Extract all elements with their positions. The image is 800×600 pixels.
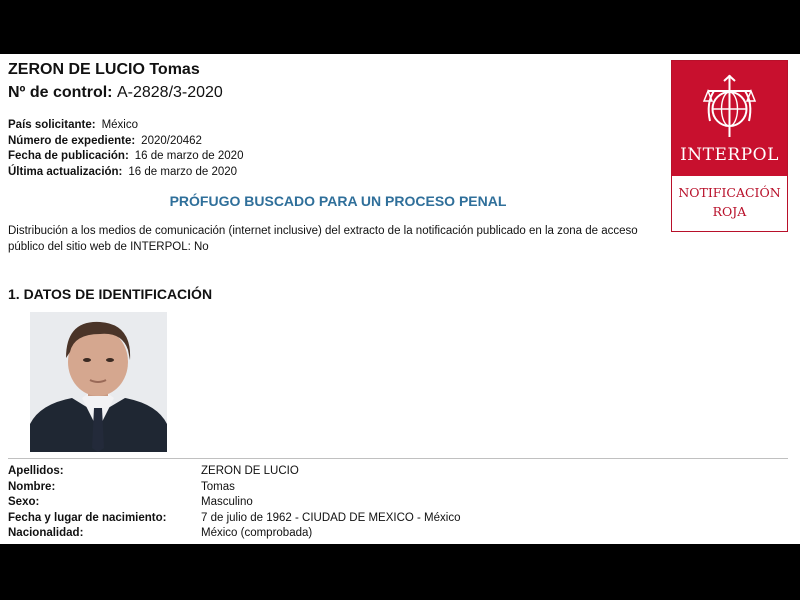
notice-metadata	[8, 118, 243, 180]
distribution-note: Distribución a los medios de comunicación (internet inclusive) del extracto de la notificación publicado en la zona de acceso público del sitio web de INTERPOL: No	[8, 225, 638, 253]
id-value: Masculino	[201, 496, 253, 508]
meta-value: 16 de marzo de 2020	[128, 165, 238, 178]
id-value: 7 de julio de 1962 - CIUDAD DE MEXICO - México	[201, 511, 461, 524]
id-row-nationality	[8, 526, 460, 542]
meta-label: País solicitante:	[8, 119, 96, 131]
id-label: Nacionalidad:	[8, 527, 84, 539]
id-label: Sexo:	[8, 496, 40, 508]
id-value: Tomas	[201, 480, 235, 493]
meta-value: 16 de marzo de 2020	[134, 150, 244, 162]
badge-notice-line2: ROJA	[712, 204, 747, 219]
id-value: México (comprobada)	[201, 527, 313, 539]
interpol-globe-emblem-icon	[702, 73, 757, 141]
meta-row-file-number	[8, 134, 243, 150]
id-label: Fecha y lugar de nacimiento:	[8, 511, 167, 524]
id-label: Apellidos:	[8, 465, 64, 477]
section-title: 1. DATOS DE IDENTIFICACIÓN	[8, 286, 213, 302]
badge-brand: INTERPOL	[680, 145, 779, 165]
notice-title: PRÓFUGO BUSCADO PARA UN PROCESO PENAL	[169, 193, 507, 209]
subject-name: ZERON DE LUCIO Tomas	[8, 61, 200, 78]
subject-photo	[30, 312, 167, 452]
notice-document	[0, 54, 800, 544]
meta-row-updated	[8, 165, 243, 181]
section-divider	[8, 458, 788, 459]
id-row-surname	[8, 464, 460, 480]
meta-label: Número de expediente:	[8, 134, 136, 147]
meta-value: México	[101, 119, 138, 131]
id-row-sex	[8, 495, 460, 511]
id-row-name	[8, 480, 460, 496]
portrait-image	[30, 312, 167, 452]
control-number	[8, 84, 223, 102]
id-row-birth	[8, 511, 460, 527]
meta-row-country	[8, 118, 243, 134]
badge-notice-line1: NOTIFICACIÓN	[678, 185, 781, 200]
meta-label: Última actualización:	[8, 165, 123, 178]
control-value: A-2828/3-2020	[116, 84, 223, 101]
meta-label: Fecha de publicación:	[8, 150, 129, 162]
meta-row-published	[8, 149, 243, 165]
meta-value: 2020/20462	[141, 134, 202, 147]
control-label: Nº de control:	[8, 84, 113, 101]
interpol-red-notice-badge	[671, 60, 788, 232]
identification-table	[8, 464, 460, 542]
id-value: ZERON DE LUCIO	[201, 465, 299, 477]
id-label: Nombre:	[8, 480, 56, 493]
